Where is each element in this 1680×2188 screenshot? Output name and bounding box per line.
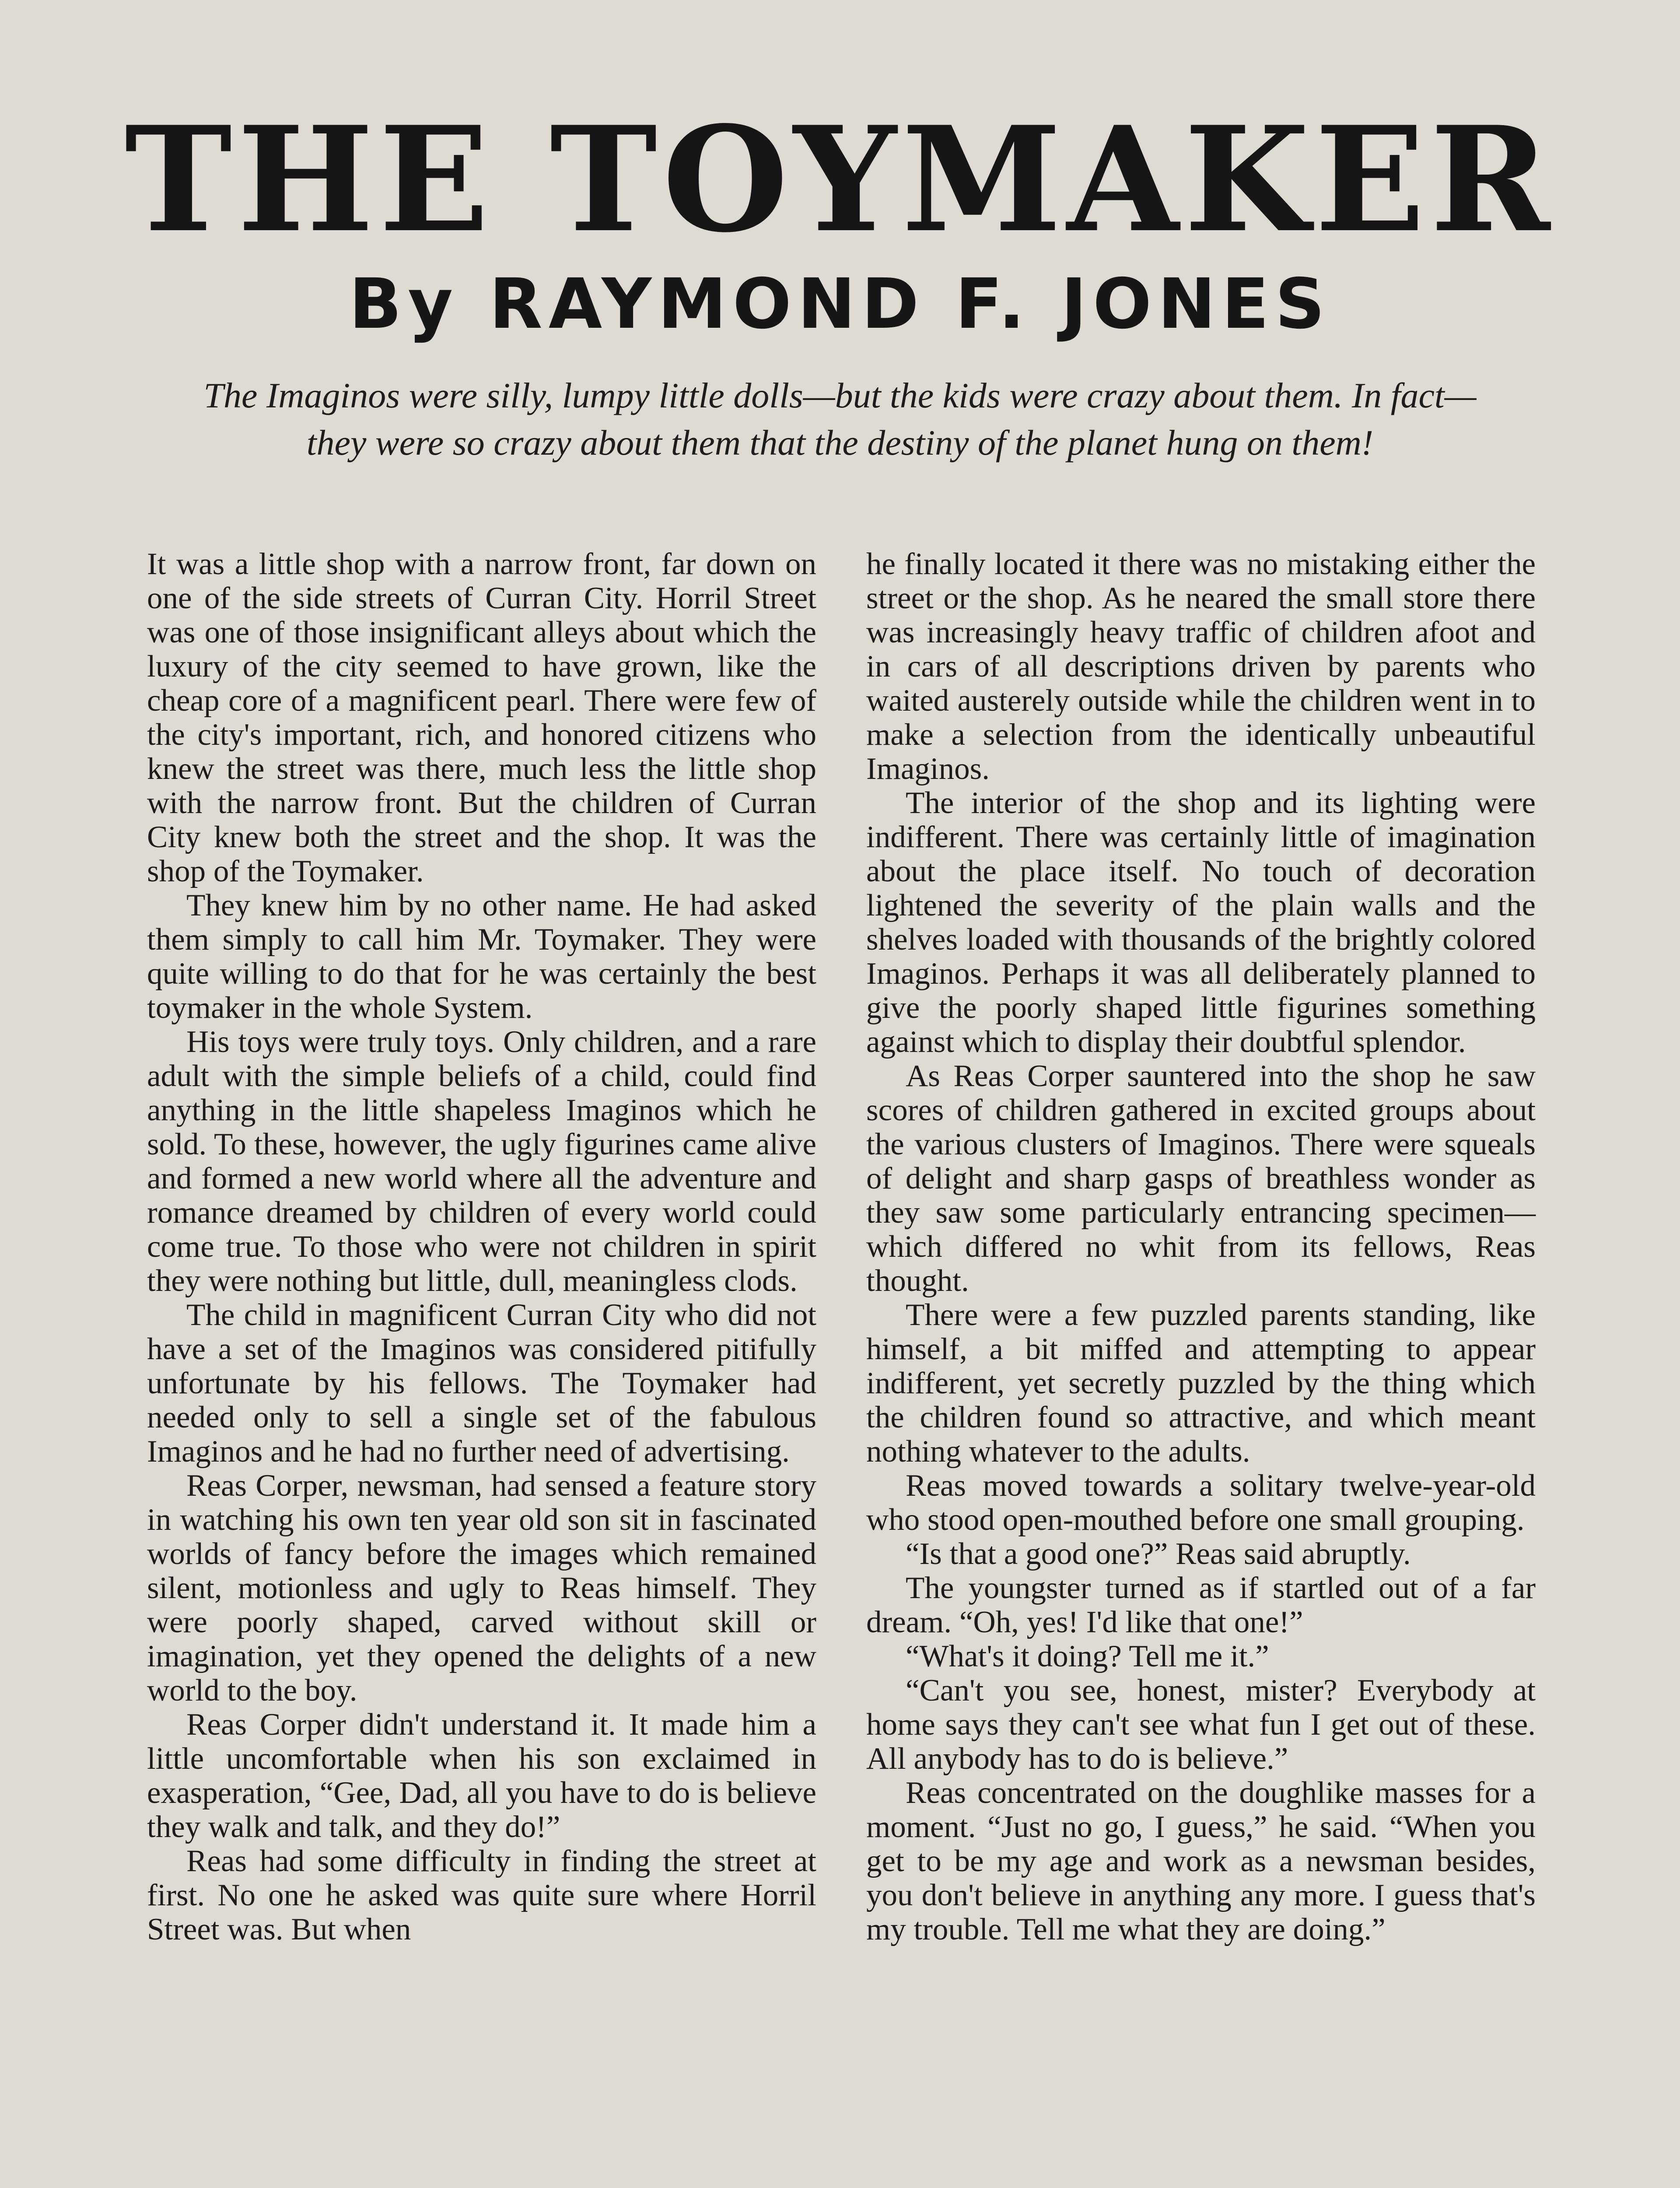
paragraph: “Is that a good one?” Reas said abruptly. bbox=[906, 1537, 1411, 1571]
paragraph: Reas Corper didn't understand it. It made him a little uncomfortable when his son exclaimed in exasperation, “Gee, Dad, all you have to do is believe they walk and talk, and they do!” bbox=[147, 1708, 816, 1844]
paragraph: “Can't you see, honest, mister? Everybody at home says they can't see what fun I get out of these. All anybody has to do is believe.” bbox=[866, 1673, 1536, 1776]
paragraph: As Reas Corper sauntered into the shop he saw scores of children gathered in excited groups about the various clusters of Imaginos. There were squeals of delight and sharp gasps of breathless wonder as they saw some particularly entrancing specimen—which differed no whit from its fellows, Reas thought. bbox=[866, 1059, 1536, 1298]
paragraph: Reas Corper, newsman, had sensed a feature story in watching his own ten year old son sit in fascinated worlds of fancy before the images which remained silent, motionless and ugly to Reas himself. They were poorly shaped, carved without skill or imagination, yet they opened the delights of a new world to the boy. bbox=[147, 1469, 816, 1708]
paragraph: His toys were truly toys. Only children, and a rare adult with the simple beliefs of a child, could find anything in the little shapeless Imaginos which he sold. To these, however, the ugly figurines came alive and formed a new world where all the adventure and romance dreamed by children of every world could come true. To those who were not children in spirit they were nothing but little, dull, meaningless clods. bbox=[147, 1025, 816, 1298]
paragraph: The youngster turned as if startled out of a far dream. “Oh, yes! I'd like that one!” bbox=[866, 1571, 1536, 1639]
paragraph: Reas moved towards a solitary twelve-year-old who stood open-mouthed before one small grouping. bbox=[866, 1469, 1536, 1537]
story-teaser: The Imaginos were silly, lumpy little dolls—but the kids were crazy about them. In fact—they were so crazy about them that the destiny of the planet hung on them! bbox=[203, 375, 1477, 463]
text-column-left bbox=[147, 547, 816, 2188]
paragraph: Reas concentrated on the doughlike masses for a moment. “Just no go, I guess,” he said. “When you get to be my age and work as a newsman besides, you don't believe in anything any more. I guess that's my trouble. Tell me what they are doing.” bbox=[866, 1776, 1536, 1946]
paragraph: Reas had some difficulty in finding the street at first. No one he asked was quite sure where Horril Street was. But when bbox=[147, 1844, 816, 1946]
author-byline: By RAYMOND F. JONES bbox=[349, 264, 1331, 344]
paragraph: There were a few puzzled parents standing, like himself, a bit miffed and attempting to appear indifferent, yet secretly puzzled by the thing which the children found so attractive, and which meant nothing whatever to the adults. bbox=[866, 1298, 1536, 1469]
paragraph: “What's it doing? Tell me it.” bbox=[906, 1639, 1269, 1673]
paragraph: It was a little shop with a narrow front, far down on one of the side streets of Curran City. Horril Street was one of those insignificant alleys about which the luxury of the city seemed to have grown, like the cheap core of a magnificent pearl. There were few of the city's important, rich, and honored citizens who knew the street was there, much less the little shop with the narrow front. But the children of Curran City knew both the street and the shop. It was the shop of the Toymaker. bbox=[147, 547, 816, 888]
paragraph: They knew him by no other name. He had asked them simply to call him Mr. Toymaker. They were quite willing to do that for he was certainly the best toymaker in the whole System. bbox=[147, 888, 816, 1025]
story-title: THE TOYMAKER bbox=[124, 95, 1556, 264]
paragraph: The child in magnificent Curran City who did not have a set of the Imaginos was considered pitifully unfortunate by his fellows. The Toymaker had needed only to sell a single set of the fabulous Imaginos and he had no further need of advertising. bbox=[147, 1298, 816, 1469]
paragraph: The interior of the shop and its lighting were indifferent. There was certainly little of imagination about the place itself. No touch of decoration lightened the severity of the plain walls and the shelves loaded with thousands of the brightly colored Imaginos. Perhaps it was all deliberately planned to give the poorly shaped little figurines something against which to display their doubtful splendor. bbox=[866, 786, 1536, 1059]
text-column-right bbox=[866, 547, 1536, 2188]
paragraph: he finally located it there was no mistaking either the street or the shop. As he neared the small store there was increasingly heavy traffic of children afoot and in cars of all descriptions driven by parents who waited austerely outside while the children went in to make a selection from the identically unbeautiful Imaginos. bbox=[866, 547, 1536, 786]
